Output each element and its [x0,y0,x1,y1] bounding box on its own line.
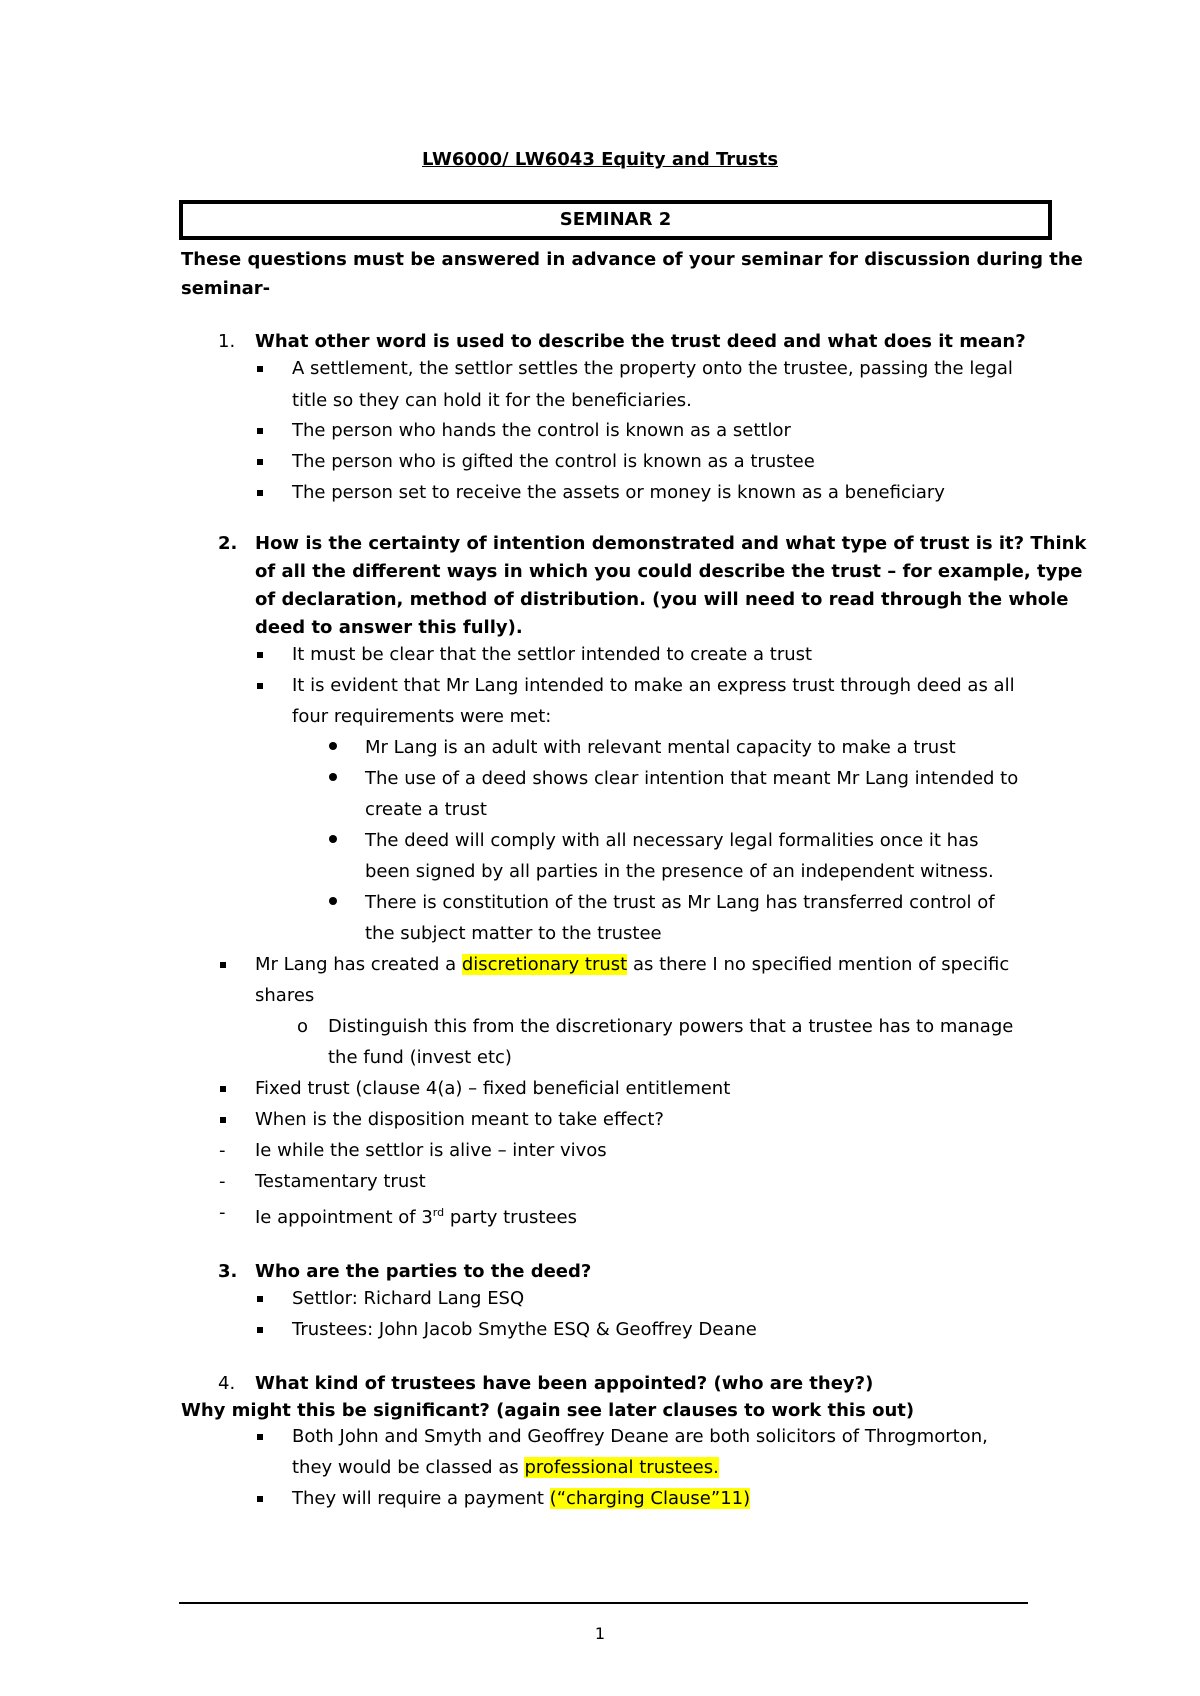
intro-line-1: These questions must be answered in advance of your seminar for discussion during the [181,249,1083,270]
bullet-square-icon [257,490,263,496]
q1-bullet-4: The person set to receive the assets or money is known as a beneficiary [292,482,945,503]
q2-question-line-4: deed to answer this fully). [255,617,523,638]
seminar-heading: SEMINAR 2 [559,209,672,230]
q4-bullet-1: Both John and Smyth and Geoffrey Deane are both solicitors of Throgmorton, [292,1426,988,1447]
q2-dash-3 [255,1202,577,1229]
footer-rule [179,1602,1028,1604]
bullet-square-icon [257,1434,263,1440]
disc-post: as there I no specified mention of specific [627,954,1010,975]
q1-question: What other word is used to describe the trust deed and what does it mean? [255,331,1026,352]
bullet-square-icon [257,366,263,372]
q2-distinguish: Distinguish this from the discretionary powers that a trustee has to manage [328,1016,1014,1037]
q4-b2-pre: They will require a payment [292,1488,550,1509]
q2-sub-4: There is constitution of the trust as Mr Lang has transferred control of [365,892,995,913]
bullet-square-icon [257,683,263,689]
bullet-square-icon [257,428,263,434]
q2-bullet-1: It must be clear that the settlor intended to create a trust [292,644,813,665]
q2-when-effect: When is the disposition meant to take effect? [255,1109,664,1130]
q2-sub-4-cont: the subject matter to the trustee [365,923,662,944]
q2-question-line-3: of declaration, method of distribution. (you will need to read through the whole [255,589,1069,610]
q4-question-2: Why might this be significant? (again see later clauses to work this out) [181,1400,915,1421]
q1-bullet-3: The person who is gifted the control is known as a trustee [292,451,815,472]
bullet-square-icon [220,962,226,968]
q2-discretionary-line [255,954,1009,976]
bullet-square-icon [257,1327,263,1333]
q3-bullet-2: Trustees: John Jacob Smythe ESQ & Geoffrey Deane [292,1319,757,1340]
intro-line-2: seminar- [181,278,271,299]
q2-sub-2-cont: create a trust [365,799,487,820]
q4-b1-pre: they would be classed as [292,1457,525,1478]
page-number: 1 [594,1624,606,1643]
q1-bullet-1-cont: title so they can hold it for the beneficiaries. [292,390,692,411]
bullet-square-icon [257,1296,263,1302]
q2-dash-2: Testamentary trust [255,1171,426,1192]
q2-dash-1: Ie while the settlor is alive – inter vivos [255,1140,607,1161]
dash-3-post: party trustees [444,1207,577,1228]
page-title: LW6000/ LW6043 Equity and Trusts [421,149,779,170]
highlight-discretionary-trust: discretionary trust [461,954,628,975]
q1-number: 1. [218,331,236,352]
bullet-dot-icon [329,742,337,750]
q4-question: What kind of trustees have been appointed? (who are they?) [255,1373,874,1394]
bullet-dot-icon [329,835,337,843]
bullet-square-icon [257,652,263,658]
q2-fixed-trust: Fixed trust (clause 4(a) – fixed beneficial entitlement [255,1078,731,1099]
q2-distinguish-cont: the fund (invest etc) [328,1047,512,1068]
dash-bullet-icon: - [219,1171,226,1192]
circle-bullet-icon: o [297,1016,309,1037]
q2-question-line-1: How is the certainty of intention demonstrated and what type of trust is it? Think [255,533,1087,554]
dash-3-sup: rd [432,1206,445,1219]
q3-bullet-1: Settlor: Richard Lang ESQ [292,1288,525,1309]
q1-bullet-2: The person who hands the control is known as a settlor [292,420,791,441]
q1-bullet-1: A settlement, the settlor settles the property onto the trustee, passing the legal [292,358,1013,379]
bullet-dot-icon [329,773,337,781]
q2-sub-3: The deed will comply with all necessary legal formalities once it has [365,830,979,851]
bullet-square-icon [257,459,263,465]
bullet-dot-icon [329,897,337,905]
q3-number: 3. [218,1261,238,1282]
bullet-square-icon [257,1496,263,1502]
q2-number: 2. [218,533,238,554]
bullet-square-icon [220,1086,226,1092]
q2-sub-3-cont: been signed by all parties in the presence of an independent witness. [365,861,994,882]
q3-question: Who are the parties to the deed? [255,1261,592,1282]
bullet-square-icon [220,1117,226,1123]
dash-bullet-icon: - [219,1140,226,1161]
disc-pre: Mr Lang has created a [255,954,462,975]
dash-3-pre: Ie appointment of 3 [255,1207,433,1228]
q2-question-line-2: of all the different ways in which you could describe the trust – for example, type [255,561,1083,582]
q2-sub-1: Mr Lang is an adult with relevant mental capacity to make a trust [365,737,956,758]
q2-bullet-2-cont: four requirements were met: [292,706,552,727]
dash-bullet-icon: - [219,1202,226,1223]
q4-bullet-2 [292,1488,750,1510]
q2-sub-2: The use of a deed shows clear intention that meant Mr Lang intended to [365,768,1019,789]
q4-bullet-1-cont [292,1457,719,1479]
q2-discretionary-cont: shares [255,985,315,1006]
highlight-professional-trustees: professional trustees. [524,1457,719,1478]
q4-number: 4. [218,1373,236,1394]
q2-bullet-2: It is evident that Mr Lang intended to make an express trust through deed as all [292,675,1015,696]
highlight-charging-clause: (“charging Clause”11) [549,1488,751,1509]
